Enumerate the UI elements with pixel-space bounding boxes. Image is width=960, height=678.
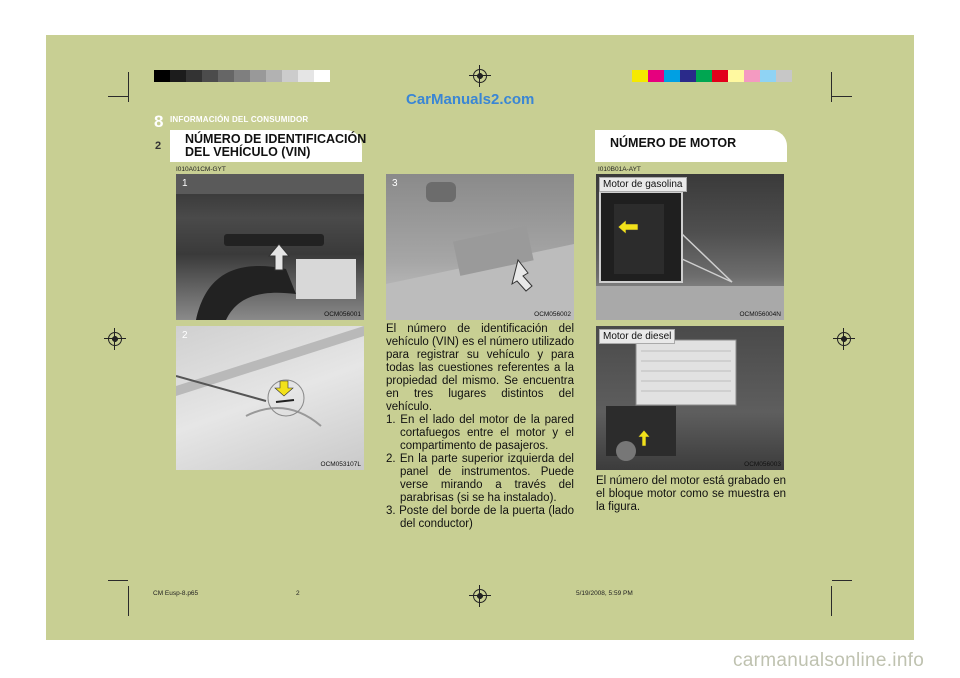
crop-mark bbox=[831, 586, 832, 616]
photo-label: Motor de diesel bbox=[599, 329, 675, 344]
watermark-top[interactable]: CarManuals2.com bbox=[406, 91, 535, 108]
section-title-vin bbox=[185, 133, 366, 159]
crop-mark bbox=[108, 96, 128, 97]
ref-code-engine: I010B01A-AYT bbox=[598, 166, 641, 173]
crop-mark bbox=[128, 586, 129, 616]
watermark-bottom[interactable]: carmanualsonline.info bbox=[733, 650, 925, 671]
list-item: 1. En el lado del motor de la pared cortafuegos entre el motor y el compartimento de pasajeros. bbox=[386, 414, 574, 452]
photo-label: Motor de gasolina bbox=[599, 177, 687, 192]
photo-door-pillar-vin bbox=[386, 174, 574, 320]
registration-mark-icon bbox=[469, 585, 491, 607]
title-line-2: DEL VEHÍCULO (VIN) bbox=[185, 145, 311, 159]
section-title-engine: NÚMERO DE MOTOR bbox=[610, 136, 737, 150]
photo-windshield-vin bbox=[176, 326, 364, 470]
photo-number: 3 bbox=[392, 178, 398, 189]
photo-code: OCM053107L bbox=[320, 461, 361, 468]
crop-mark bbox=[108, 580, 128, 581]
vin-description bbox=[386, 323, 574, 531]
grayscale-bar bbox=[154, 70, 330, 82]
title-line-1: NÚMERO DE IDENTIFICACIÓN bbox=[185, 132, 367, 146]
crop-mark bbox=[832, 96, 852, 97]
photo-diesel-engine bbox=[596, 326, 784, 470]
crop-mark bbox=[832, 580, 852, 581]
registration-mark-icon bbox=[104, 328, 126, 350]
chapter-number: 8 bbox=[154, 112, 164, 131]
photo-code: OCM056003 bbox=[744, 461, 781, 468]
photo-code: OCM056004N bbox=[739, 311, 781, 318]
footer-file: CM Eusp-8.p65 bbox=[153, 590, 199, 597]
vin-location-list bbox=[386, 414, 574, 531]
footer-date: 5/19/2008, 5:59 PM bbox=[576, 590, 633, 597]
photo-code: OCM056002 bbox=[534, 311, 571, 318]
list-item: 2. En la parte superior izquierda del panel de instrumentos. Puede verse mirando a través del parabrisas (si se ha instalado). bbox=[386, 453, 574, 504]
list-item: 3. Poste del borde de la puerta (lado del conductor) bbox=[386, 505, 574, 530]
chapter-title: INFORMACIÓN DEL CONSUMIDOR bbox=[170, 115, 309, 124]
photo-code: OCM056001 bbox=[324, 311, 361, 318]
footer-page: 2 bbox=[296, 590, 300, 597]
photo-number: 2 bbox=[182, 330, 188, 341]
ref-code-vin: I010A01CM-GYT bbox=[176, 166, 226, 173]
crop-mark bbox=[128, 72, 129, 102]
photo-gasoline-engine bbox=[596, 174, 784, 320]
photo-firewall-vin bbox=[176, 174, 364, 320]
vin-intro: El número de identificación del vehículo (VIN) es el número utilizado para registrar su vehículo y para todas las cuestiones referentes a la propiedad del mismo. Se encuentra en tres lugares distintos del vehículo. bbox=[386, 323, 574, 413]
crop-mark bbox=[831, 72, 832, 102]
page-number: 2 bbox=[155, 140, 162, 152]
registration-mark-icon bbox=[833, 328, 855, 350]
engine-number-description: El número del motor está grabado en el bloque motor como se muestra en la figura. bbox=[596, 475, 786, 513]
registration-mark-icon bbox=[469, 65, 491, 87]
photo-number: 1 bbox=[182, 178, 188, 189]
color-bar bbox=[632, 70, 808, 82]
